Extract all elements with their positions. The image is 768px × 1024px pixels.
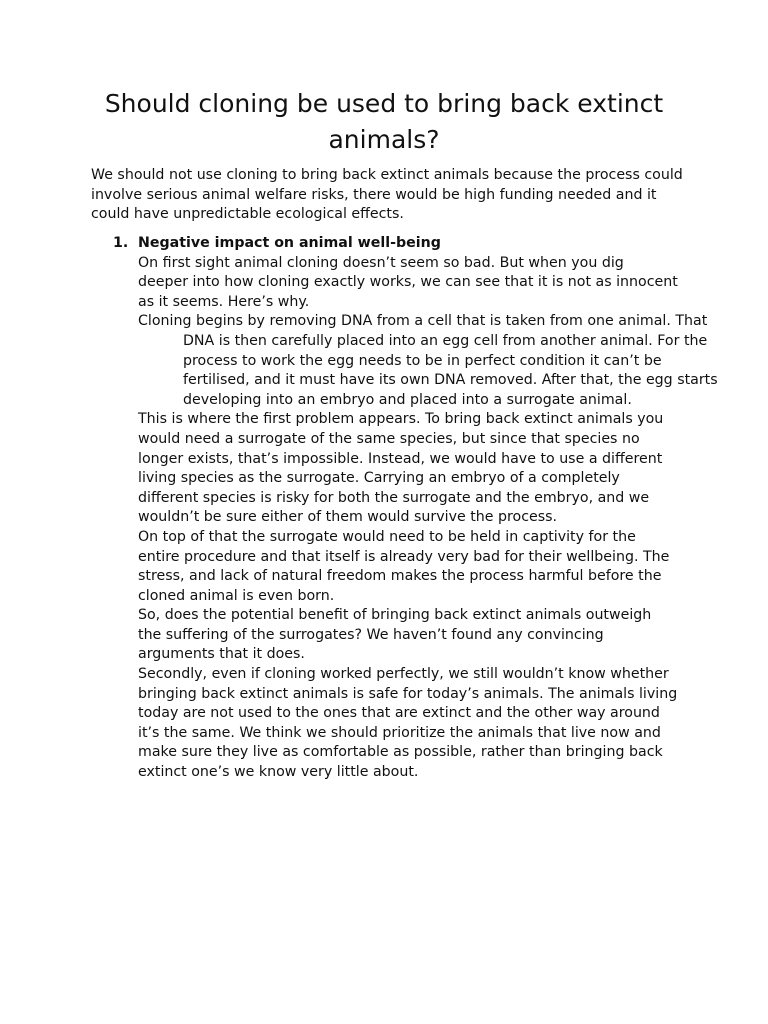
document-title: Should cloning be used to bring back extinct animals? — [104, 89, 664, 154]
list-item-number: 1. — [113, 235, 129, 251]
body-paragraph: On top of that the surrogate would need to be held in captivity for the entire procedure and that itself is already very bad for their wellbeing. The stress, and lack of natural freedom makes the process harmful before the cloned animal is even born. — [138, 528, 670, 604]
body-paragraph: So, does the potential benefit of bringing back extinct animals outweigh the suffering of the surrogates? We haven’t found any convincing arguments that it does. — [138, 607, 652, 663]
numbered-list — [91, 234, 718, 783]
intro-paragraph: We should not use cloning to bring back extinct animals because the process could involve serious animal welfare risks, there would be high funding needed and it could have unpredictable ecological effects. — [91, 167, 683, 223]
body-paragraph: This is where the first problem appears. To bring back extinct animals you would need a surrogate of the same species, but since that species no longer exists, that’s impossible. Instead, we would have to use a different living species as the surrogate. Carrying an embryo of a completely different species is risky for both the surrogate and the embryo, and we wouldn’t be sure either of them would survive the process. — [138, 411, 664, 526]
list-item — [91, 234, 718, 783]
body-paragraph: On first sight animal cloning doesn’t seem so bad. But when you dig deeper into how cloning exactly works, we can see that it is not as innocent as it seems. Here’s why. — [138, 254, 678, 310]
body-paragraph: Secondly, even if cloning worked perfectly, we still wouldn’t know whether bringing back extinct animals is safe for today’s animals. The animals living today are not used to the ones that are extinct and the other way around it’s the same. We think we should prioritize the animals that live now and make sure they live as comfortable as possible, rather than bringing back extinct one’s we know very little about. — [138, 666, 678, 781]
body-paragraph: Cloning begins by removing DNA from a cell that is taken from one animal. That DNA is then carefully placed into an egg cell from another animal. For the process to work the egg needs to be in perfect condition it can’t be fertilised, and it must have its own DNA removed. After that, the egg starts developing into an embryo and placed into a surrogate animal. — [138, 313, 718, 408]
section-heading: Negative impact on animal well-being — [138, 235, 441, 251]
